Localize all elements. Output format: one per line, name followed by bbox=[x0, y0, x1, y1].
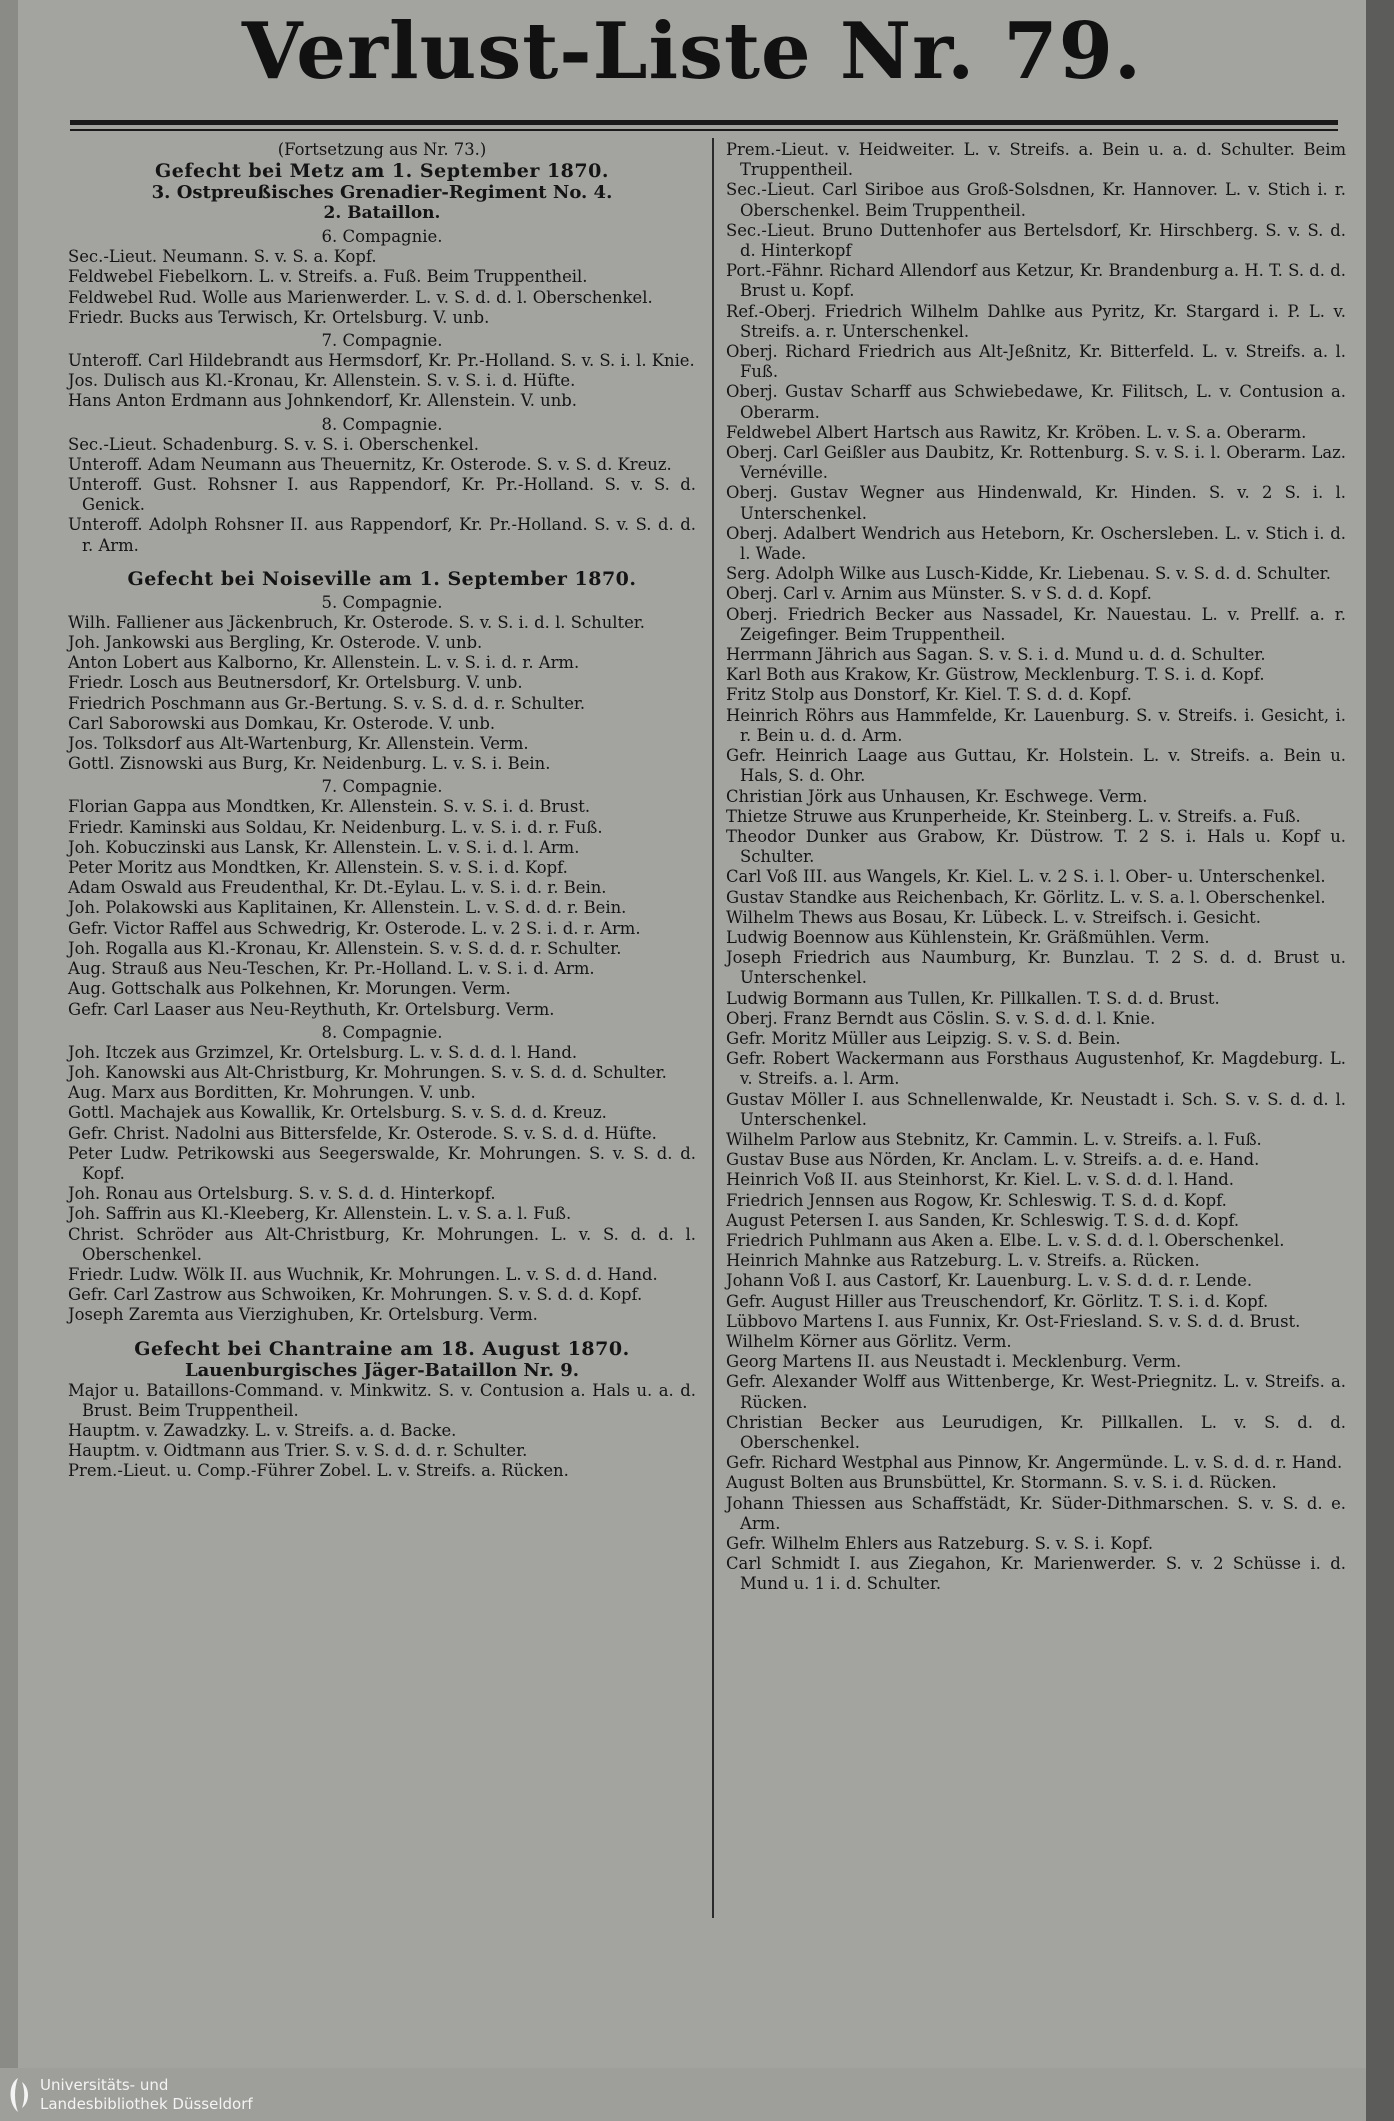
casualty-entry: Joh. Saffrin aus Kl.-Kleeberg, Kr. Allenstein. L. v. S. a. l. Fuß. bbox=[68, 1204, 572, 1224]
casualty-entry: Karl Both aus Krakow, Kr. Güstrow, Mecklenburg. T. S. i. d. Kopf. bbox=[726, 665, 1265, 685]
casualty-entry: Carl Schmidt I. aus Ziegahon, Kr. Marienwerder. S. v. 2 Schüsse i. d. Mund u. 1 i. d. Schulter. bbox=[726, 1554, 1346, 1594]
casualty-entry: Friedr. Ludw. Wölk II. aus Wuchnik, Kr. Mohrungen. L. v. S. d. d. Hand. bbox=[68, 1264, 658, 1284]
library-footer bbox=[0, 2068, 1366, 2121]
section-heading: Gefecht bei Metz am 1. September 1870. bbox=[155, 160, 609, 183]
casualty-entry: Herrmann Jährich aus Sagan. S. v. S. i. d. Mund u. d. d. Schulter. bbox=[726, 645, 1266, 665]
casualty-entry: Friedrich Puhlmann aus Aken a. Elbe. L. v. S. d. d. l. Oberschenkel. bbox=[726, 1230, 1285, 1250]
casualty-entry: Friedr. Losch aus Beutnersdorf, Kr. Ortelsburg. V. unb. bbox=[68, 673, 523, 693]
casualty-entry: Adam Oswald aus Freudenthal, Kr. Dt.-Eylau. L. v. S. i. d. r. Bein. bbox=[68, 878, 607, 898]
casualty-entry: Wilhelm Thews aus Bosau, Kr. Lübeck. L. v. Streifsch. i. Gesicht. bbox=[726, 907, 1261, 927]
casualty-entry: Aug. Marx aus Borditten, Kr. Mohrungen. V. unb. bbox=[68, 1083, 476, 1103]
column-divider bbox=[712, 138, 714, 1918]
newspaper-page bbox=[18, 0, 1366, 2068]
casualty-entry: Aug. Gottschalk aus Polkehnen, Kr. Morungen. Verm. bbox=[68, 979, 511, 999]
casualty-entry: Carl Saborowski aus Domkau, Kr. Osterode. V. unb. bbox=[68, 713, 496, 733]
casualty-entry: Peter Ludw. Petrikowski aus Seegerswalde, Kr. Mohrungen. S. v. S. d. d. Kopf. bbox=[68, 1143, 696, 1183]
casualty-entry: Feldwebel Rud. Wolle aus Marienwerder. L. v. S. d. d. l. Oberschenkel. bbox=[68, 287, 653, 307]
header-rule-thin bbox=[70, 129, 1338, 131]
battalion-heading: 2. Bataillon. bbox=[323, 203, 441, 224]
casualty-entry: Gefr. Carl Zastrow aus Schwoiken, Kr. Mohrungen. S. v. S. d. d. Kopf. bbox=[68, 1285, 643, 1305]
casualty-entry: Joh. Jankowski aus Bergling, Kr. Osterode. V. unb. bbox=[68, 633, 483, 653]
casualty-entry: Gustav Möller I. aus Schnellenwalde, Kr. Neustadt i. Sch. S. v. S. d. d. l. Unterschenkel. bbox=[726, 1089, 1346, 1129]
casualty-entry: Unteroff. Adolph Rohsner II. aus Rappendorf, Kr. Pr.-Holland. S. v. S. d. d. r. Arm. bbox=[68, 515, 696, 555]
casualty-entry: August Petersen I. aus Sanden, Kr. Schleswig. T. S. d. d. Kopf. bbox=[726, 1210, 1240, 1230]
casualty-entry: Major u. Bataillons-Command. v. Minkwitz. S. v. Contusion a. Hals u. a. d. Brust. Beim Truppentheil. bbox=[68, 1380, 696, 1420]
casualty-entry: Sec.-Lieut. Schadenburg. S. v. S. i. Oberschenkel. bbox=[68, 434, 480, 454]
casualty-entry: Port.-Fähnr. Richard Allendorf aus Ketzur, Kr. Brandenburg a. H. T. S. d. d. Brust u. Kopf. bbox=[726, 261, 1346, 301]
casualty-entry: Jos. Tolksdorf aus Alt-Wartenburg, Kr. Allenstein. Verm. bbox=[68, 734, 529, 754]
casualty-entry: Joh. Kobuczinski aus Lansk, Kr. Allenstein. L. v. S. i. d. l. Arm. bbox=[68, 837, 580, 857]
casualty-entry: Joh. Rogalla aus Kl.-Kronau, Kr. Allenstein. S. v. S. d. d. r. Schulter. bbox=[68, 938, 622, 958]
casualty-entry: Hauptm. v. Zawadzky. L. v. Streifs. a. d. Backe. bbox=[68, 1420, 457, 1440]
casualty-entry: Carl Voß III. aus Wangels, Kr. Kiel. L. v. 2 S. i. l. Ober- u. Unterschenkel. bbox=[726, 867, 1326, 887]
library-name bbox=[40, 2076, 253, 2114]
casualty-entry: Oberj. Gustav Wegner aus Hindenwald, Kr. Hinden. S. v. 2 S. i. l. Unterschenkel. bbox=[726, 483, 1346, 523]
header-rule-thick bbox=[70, 120, 1338, 125]
casualty-entry: Gottl. Zisnowski aus Burg, Kr. Neidenburg. L. v. S. i. Bein. bbox=[68, 754, 551, 774]
casualty-entry: Gustav Buse aus Nörden, Kr. Anclam. L. v. Streifs. a. d. e. Hand. bbox=[726, 1150, 1260, 1170]
casualty-entry: Friedrich Poschmann aus Gr.-Bertung. S. v. S. d. d. r. Schulter. bbox=[68, 693, 586, 713]
casualty-entry: Lübbovo Martens I. aus Funnix, Kr. Ost-Friesland. S. v. S. d. d. Brust. bbox=[726, 1311, 1301, 1331]
library-name-line1: Universitäts- und bbox=[40, 2076, 169, 2094]
casualty-entry: Sec.-Lieut. Neumann. S. v. S. a. Kopf. bbox=[68, 247, 377, 267]
casualty-entry: Gottl. Machajek aus Kowallik, Kr. Ortelsburg. S. v. S. d. d. Kreuz. bbox=[68, 1103, 607, 1123]
casualty-entry: Johann Thiessen aus Schaffstädt, Kr. Süder-Dithmarschen. S. v. S. d. e. Arm. bbox=[726, 1493, 1346, 1533]
page-edge-shadow bbox=[1366, 0, 1394, 2121]
casualty-entry: Oberj. Carl Geißler aus Daubitz, Kr. Rottenburg. S. v. S. i. l. Oberarm. Laz. Vernéville. bbox=[726, 443, 1346, 483]
casualty-entry: Gustav Standke aus Reichenbach, Kr. Görlitz. L. v. S. a. l. Oberschenkel. bbox=[726, 887, 1326, 907]
casualty-entry: Fritz Stolp aus Donstorf, Kr. Kiel. T. S. d. d. Kopf. bbox=[726, 685, 1132, 705]
casualty-entry: Joseph Friedrich aus Naumburg, Kr. Bunzlau. T. 2 S. d. d. Brust u. Unterschenkel. bbox=[726, 948, 1346, 988]
company-heading: 6. Compagnie. bbox=[321, 227, 443, 247]
casualty-entry: Georg Martens II. aus Neustadt i. Mecklenburg. Verm. bbox=[726, 1352, 1182, 1372]
company-heading: 8. Compagnie. bbox=[321, 1022, 443, 1042]
casualty-entry: Wilhelm Körner aus Görlitz. Verm. bbox=[726, 1331, 1012, 1351]
casualty-entry: Prem.-Lieut. u. Comp.-Führer Zobel. L. v. Streifs. a. Rücken. bbox=[68, 1461, 569, 1481]
casualty-entry: Ludwig Boennow aus Kühlenstein, Kr. Gräßmühlen. Verm. bbox=[726, 927, 1210, 947]
casualty-entry: Unteroff. Gust. Rohsner I. aus Rappendorf, Kr. Pr.-Holland. S. v. S. d. Genick. bbox=[68, 475, 696, 515]
casualty-entry: Wilhelm Parlow aus Stebnitz, Kr. Cammin. L. v. Streifs. a. l. Fuß. bbox=[726, 1129, 1262, 1149]
casualty-entry: Unteroff. Adam Neumann aus Theuernitz, Kr. Osterode. S. v. S. d. Kreuz. bbox=[68, 454, 672, 474]
casualty-entry: Joh. Itczek aus Grzimzel, Kr. Ortelsburg. L. v. S. d. d. l. Hand. bbox=[68, 1042, 578, 1062]
left-column bbox=[68, 140, 696, 1482]
casualty-entry: Hauptm. v. Oidtmann aus Trier. S. v. S. d. d. r. Schulter. bbox=[68, 1441, 528, 1461]
casualty-entry: Friedrich Jennsen aus Rogow, Kr. Schleswig. T. S. d. d. Kopf. bbox=[726, 1190, 1227, 1210]
casualty-entry: Thietze Struwe aus Krunperheide, Kr. Steinberg. L. v. Streifs. a. Fuß. bbox=[726, 806, 1301, 826]
casualty-entry: Gefr. August Hiller aus Treuschendorf, Kr. Görlitz. T. S. i. d. Kopf. bbox=[726, 1291, 1269, 1311]
casualty-entry: Hans Anton Erdmann aus Johnkendorf, Kr. Allenstein. V. unb. bbox=[68, 391, 577, 411]
company-heading: 8. Compagnie. bbox=[321, 414, 443, 434]
casualty-entry: Oberj. Carl v. Arnim aus Münster. S. v S. d. d. Kopf. bbox=[726, 584, 1152, 604]
casualty-entry: Gefr. Robert Wackermann aus Forsthaus Augustenhof, Kr. Magdeburg. L. v. Streifs. a. l. Arm. bbox=[726, 1049, 1346, 1089]
casualty-entry: Friedr. Kaminski aus Soldau, Kr. Neidenburg. L. v. S. i. d. r. Fuß. bbox=[68, 817, 603, 837]
section-heading: Gefecht bei Chantraine am 18. August 1870. bbox=[134, 1337, 630, 1360]
casualty-entry: Heinrich Voß II. aus Steinhorst, Kr. Kiel. L. v. S. d. d. l. Hand. bbox=[726, 1170, 1234, 1190]
casualty-entry: Christian Becker aus Leurudigen, Kr. Pillkallen. L. v. S. d. d. Oberschenkel. bbox=[726, 1412, 1346, 1452]
casualty-entry: Gefr. Moritz Müller aus Leipzig. S. v. S. d. Bein. bbox=[726, 1028, 1121, 1048]
casualty-entry: Heinrich Mahnke aus Ratzeburg. L. v. Streifs. a. Rücken. bbox=[726, 1251, 1200, 1271]
casualty-entry: Wilh. Falliener aus Jäckenbruch, Kr. Osterode. S. v. S. i. d. l. Schulter. bbox=[68, 612, 646, 632]
casualty-entry: Aug. Strauß aus Neu-Teschen, Kr. Pr.-Holland. L. v. S. i. d. Arm. bbox=[68, 959, 595, 979]
casualty-entry: Gefr. Carl Laaser aus Neu-Reythuth, Kr. Ortelsburg. Verm. bbox=[68, 999, 555, 1019]
library-name-line2: Landesbibliothek Düsseldorf bbox=[40, 2095, 253, 2113]
casualty-entry: Oberj. Franz Berndt aus Cöslin. S. v. S. d. d. l. Knie. bbox=[726, 1008, 1156, 1028]
casualty-entry: Oberj. Friedrich Becker aus Nassadel, Kr. Nauestau. L. v. Prellf. a. r. Zeigefinger. Beim Truppentheil. bbox=[726, 604, 1346, 644]
section-heading: Gefecht bei Noiseville am 1. September 1870. bbox=[127, 567, 637, 590]
casualty-entry: Anton Lobert aus Kalborno, Kr. Allenstein. L. v. S. i. d. r. Arm. bbox=[68, 653, 580, 673]
casualty-entry: Heinrich Röhrs aus Hammfelde, Kr. Lauenburg. S. v. Streifs. i. Gesicht, i. r. Bein u. d. d. Arm. bbox=[726, 705, 1346, 745]
casualty-entry: Johann Voß I. aus Castorf, Kr. Lauenburg. L. v. S. d. d. r. Lende. bbox=[726, 1271, 1253, 1291]
casualty-entry: Gefr. Heinrich Laage aus Guttau, Kr. Holstein. L. v. Streifs. a. Bein u. Hals, S. d. Ohr. bbox=[726, 746, 1346, 786]
casualty-entry: Gefr. Alexander Wolff aus Wittenberge, Kr. West-Priegnitz. L. v. Streifs. a. Rücken. bbox=[726, 1372, 1346, 1412]
company-heading: 7. Compagnie. bbox=[321, 331, 443, 351]
casualty-entry: Sec.-Lieut. Bruno Duttenhofer aus Bertelsdorf, Kr. Hirschberg. S. v. S. d. d. Hinterkopf bbox=[726, 220, 1346, 261]
casualty-entry: Gefr. Richard Westphal aus Pinnow, Kr. Angermünde. L. v. S. d. d. r. Hand. bbox=[726, 1453, 1343, 1473]
company-heading: 5. Compagnie. bbox=[321, 592, 443, 612]
regiment-heading: Lauenburgisches Jäger-Bataillon Nr. 9. bbox=[184, 1359, 580, 1381]
casualty-entry: Unteroff. Carl Hildebrandt aus Hermsdorf, Kr. Pr.-Holland. S. v. S. i. l. Knie. bbox=[68, 351, 695, 371]
continuation-note: (Fortsetzung aus Nr. 73.) bbox=[277, 140, 487, 159]
casualty-entry: Oberj. Gustav Scharff aus Schwiebedawe, Kr. Filitsch, L. v. Contusion a. Oberarm. bbox=[726, 382, 1346, 422]
casualty-entry: Joh. Ronau aus Ortelsburg. S. v. S. d. d. Hinterkopf. bbox=[68, 1184, 496, 1204]
section-gap bbox=[68, 556, 696, 568]
casualty-entry: Florian Gappa aus Mondtken, Kr. Allenstein. S. v. S. i. d. Brust. bbox=[68, 797, 591, 817]
company-heading: 7. Compagnie. bbox=[321, 777, 443, 797]
page-title: Verlust-Liste Nr. 79. bbox=[241, 6, 1143, 97]
casualty-entry: Prem.-Lieut. v. Heidweiter. L. v. Streifs. a. Bein u. a. d. Schulter. Beim Truppentheil. bbox=[726, 140, 1346, 180]
right-column bbox=[726, 140, 1346, 1595]
library-logo-icon bbox=[4, 2074, 34, 2116]
casualty-entry: Christ. Schröder aus Alt-Christburg, Kr. Mohrungen. L. v. S. d. d. l. Oberschenkel. bbox=[68, 1224, 696, 1264]
casualty-entry: Joh. Kanowski aus Alt-Christburg, Kr. Mohrungen. S. v. S. d. d. Schulter. bbox=[68, 1062, 667, 1082]
casualty-entry: Gefr. Victor Raffel aus Schwedrig, Kr. Osterode. L. v. 2 S. i. d. r. Arm. bbox=[68, 918, 641, 938]
casualty-entry: Feldwebel Fiebelkorn. L. v. Streifs. a. Fuß. Beim Truppentheil. bbox=[68, 267, 588, 287]
casualty-entry: Oberj. Richard Friedrich aus Alt-Jeßnitz, Kr. Bitterfeld. L. v. Streifs. a. l. Fuß. bbox=[726, 342, 1346, 382]
section-gap bbox=[68, 1326, 696, 1338]
casualty-entry: August Bolten aus Brunsbüttel, Kr. Stormann. S. v. S. i. d. Rücken. bbox=[726, 1473, 1277, 1493]
casualty-entry: Gefr. Christ. Nadolni aus Bittersfelde, Kr. Osterode. S. v. S. d. d. Hüfte. bbox=[68, 1123, 657, 1143]
casualty-entry: Ludwig Bormann aus Tullen, Kr. Pillkallen. T. S. d. d. Brust. bbox=[726, 988, 1220, 1008]
casualty-entry: Joh. Polakowski aus Kaplitainen, Kr. Allenstein. L. v. S. d. d. r. Bein. bbox=[68, 898, 627, 918]
casualty-entry: Theodor Dunker aus Grabow, Kr. Düstrow. T. 2 S. i. Hals u. Kopf u. Schulter. bbox=[726, 826, 1346, 867]
casualty-entry: Gefr. Wilhelm Ehlers aus Ratzeburg. S. v. S. i. Kopf. bbox=[726, 1534, 1154, 1554]
casualty-entry: Oberj. Adalbert Wendrich aus Heteborn, Kr. Oschersleben. L. v. Stich i. d. l. Wade. bbox=[726, 523, 1346, 564]
casualty-entry: Christian Jörk aus Unhausen, Kr. Eschwege. Verm. bbox=[726, 786, 1148, 806]
casualty-entry: Feldwebel Albert Hartsch aus Rawitz, Kr. Kröben. L. v. S. a. Oberarm. bbox=[726, 422, 1307, 442]
casualty-entry: Peter Moritz aus Mondtken, Kr. Allenstein. S. v. S. i. d. Kopf. bbox=[68, 858, 568, 878]
casualty-entry: Jos. Dulisch aus Kl.-Kronau, Kr. Allenstein. S. v. S. i. d. Hüfte. bbox=[68, 371, 576, 391]
casualty-entry: Friedr. Bucks aus Terwisch, Kr. Ortelsburg. V. unb. bbox=[68, 307, 490, 327]
casualty-entry: Joseph Zaremta aus Vierzighuben, Kr. Ortelsburg. Verm. bbox=[68, 1305, 538, 1325]
casualty-entry: Ref.-Oberj. Friedrich Wilhelm Dahlke aus Pyritz, Kr. Stargard i. P. L. v. Streifs. a. r. Unterschenkel. bbox=[726, 301, 1346, 341]
casualty-entry: Sec.-Lieut. Carl Siriboe aus Groß-Solsdnen, Kr. Hannover. L. v. Stich i. r. Oberschenkel. Beim Truppentheil. bbox=[726, 180, 1346, 220]
casualty-entry: Serg. Adolph Wilke aus Lusch-Kidde, Kr. Liebenau. S. v. S. d. d. Schulter. bbox=[726, 564, 1331, 584]
regiment-heading: 3. Ostpreußisches Grenadier-Regiment No. 4. bbox=[151, 182, 613, 204]
